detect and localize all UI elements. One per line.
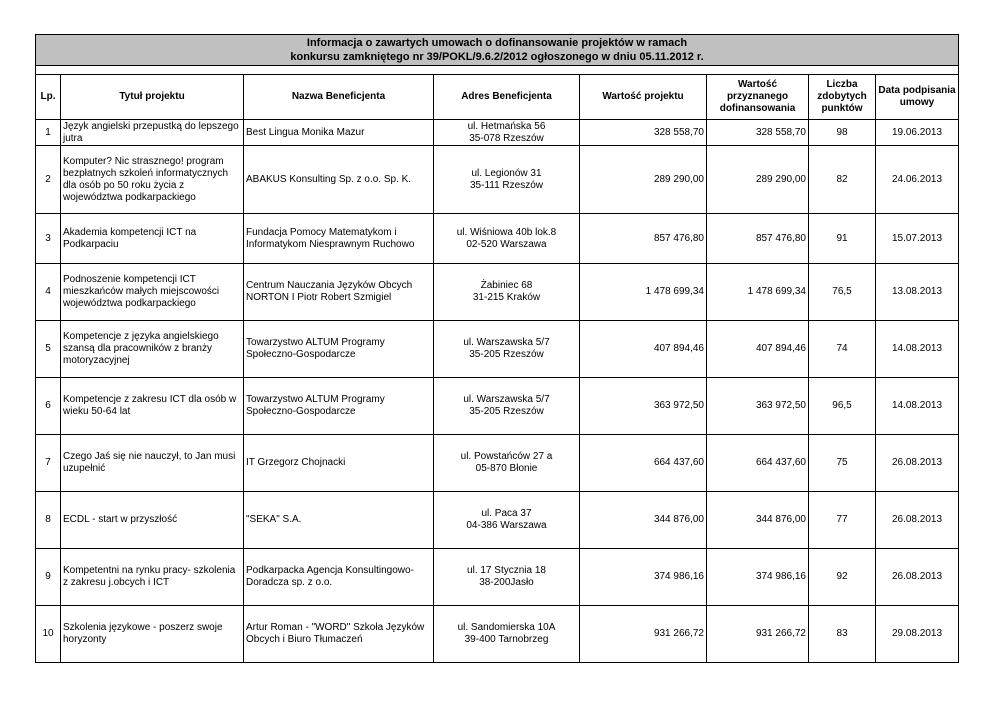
cell-lp: 1 (36, 120, 61, 146)
cell-punkty: 82 (809, 146, 876, 214)
header-adres: Adres Beneficjenta (434, 75, 580, 120)
cell-punkty: 83 (809, 606, 876, 663)
cell-punkty: 98 (809, 120, 876, 146)
cell-wartosc: 1 478 699,34 (580, 264, 707, 321)
cell-przyznana: 328 558,70 (707, 120, 809, 146)
cell-nazwa: ABAKUS Konsulting Sp. z o.o. Sp. K. (244, 146, 434, 214)
cell-przyznana: 344 876,00 (707, 492, 809, 549)
address-city: 31-215 Kraków (472, 292, 541, 303)
cell-przyznana: 664 437,60 (707, 435, 809, 492)
address-street: ul. Hetmańska 56 (467, 120, 546, 132)
cell-nazwa: Best Lingua Monika Mazur (244, 120, 434, 146)
cell-nazwa: Towarzystwo ALTUM Programy Społeczno-Gospodarcze (244, 321, 434, 378)
cell-tytul: Akademia kompetencji ICT na Podkarpaciu (61, 214, 244, 264)
cell-lp: 4 (36, 264, 61, 321)
cell-data: 26.08.2013 (876, 492, 959, 549)
cell-tytul: Język angielski przepustką do lepszego jutra (61, 120, 244, 146)
cell-data: 15.07.2013 (876, 214, 959, 264)
address-city: 04-386 Warszawa (466, 520, 547, 531)
header-row (36, 75, 959, 120)
cell-adres (434, 146, 580, 214)
header-tytul: Tytuł projektu (61, 75, 244, 120)
cell-nazwa: Towarzystwo ALTUM Programy Społeczno-Gospodarcze (244, 378, 434, 435)
cell-przyznana: 931 266,72 (707, 606, 809, 663)
header-lp: Lp. (36, 75, 61, 120)
cell-punkty: 74 (809, 321, 876, 378)
cell-data: 14.08.2013 (876, 321, 959, 378)
address-street: ul. Legionów 31 (471, 167, 542, 179)
header-punkty: Liczba zdobytych punktów (809, 75, 876, 120)
address-street: ul. Powstańców 27 a (460, 451, 553, 462)
cell-tytul: Szkolenia językowe - poszerz swoje horyzonty (61, 606, 244, 663)
cell-data: 14.08.2013 (876, 378, 959, 435)
cell-nazwa: "SEKA" S.A. (244, 492, 434, 549)
cell-lp: 2 (36, 146, 61, 214)
address-city: 02-520 Warszawa (466, 238, 547, 250)
cell-nazwa: Fundacja Pomocy Matematykom i Informatykom Niesprawnym Ruchowo (244, 214, 434, 264)
cell-adres (434, 214, 580, 264)
cell-adres (434, 549, 580, 606)
address-street: ul. Warszawska 5/7 (463, 394, 550, 405)
cell-wartosc: 931 266,72 (580, 606, 707, 663)
address-city: 38-200Jasło (479, 577, 534, 588)
cell-lp: 3 (36, 214, 61, 264)
cell-data: 26.08.2013 (876, 435, 959, 492)
address-street: ul. Paca 37 (481, 508, 532, 519)
cell-adres (434, 378, 580, 435)
address-street: ul. 17 Stycznia 18 (467, 565, 546, 576)
address-street: Żabiniec 68 (480, 280, 533, 291)
cell-data: 24.06.2013 (876, 146, 959, 214)
cell-data: 13.08.2013 (876, 264, 959, 321)
title-line-1: Informacja o zawartych umowach o dofinansowanie projektów w ramach (306, 37, 688, 49)
cell-tytul: Czego Jaś się nie nauczył, to Jan musi uzupełnić (61, 435, 244, 492)
cell-adres (434, 606, 580, 663)
contracts-table (35, 34, 959, 663)
cell-przyznana: 407 894,46 (707, 321, 809, 378)
cell-punkty: 75 (809, 435, 876, 492)
cell-wartosc: 363 972,50 (580, 378, 707, 435)
address-street: ul. Wiśniowa 40b lok.8 (456, 226, 557, 238)
cell-tytul: Podnoszenie kompetencji ICT mieszkańców małych miejscowości województwa podkarpackiego (61, 264, 244, 321)
cell-wartosc: 664 437,60 (580, 435, 707, 492)
cell-nazwa: Centrum Nauczania Języków Obcych NORTON I Piotr Robert Szmigiel (244, 264, 434, 321)
cell-data: 19.06.2013 (876, 120, 959, 146)
table-row (36, 264, 959, 321)
cell-adres (434, 321, 580, 378)
cell-punkty: 76,5 (809, 264, 876, 321)
cell-tytul: Kompetencje z języka angielskiego szansą dla pracowników z branży motoryzacyjnej (61, 321, 244, 378)
title-row (36, 35, 959, 66)
table-row (36, 492, 959, 549)
table-row (36, 549, 959, 606)
cell-przyznana: 1 478 699,34 (707, 264, 809, 321)
table-row (36, 435, 959, 492)
address-city: 35-078 Rzeszów (469, 132, 544, 144)
contracts-table-wrapper (35, 34, 958, 663)
cell-przyznana: 374 986,16 (707, 549, 809, 606)
table-row (36, 214, 959, 264)
cell-nazwa: IT Grzegorz Chojnacki (244, 435, 434, 492)
cell-przyznana: 857 476,80 (707, 214, 809, 264)
cell-tytul: ECDL - start w przyszłość (61, 492, 244, 549)
cell-tytul: Kompetentni na rynku pracy- szkolenia z zakresu j.obcych i ICT (61, 549, 244, 606)
cell-punkty: 77 (809, 492, 876, 549)
cell-lp: 7 (36, 435, 61, 492)
title-line-2: konkursu zamkniętego nr 39/POKL/9.6.2/2012 ogłoszonego w dniu 05.11.2012 r. (290, 51, 704, 63)
header-wartosc: Wartość projektu (580, 75, 707, 120)
address-city: 05-870 Błonie (475, 463, 538, 474)
spacer-row (36, 66, 959, 75)
table-row (36, 378, 959, 435)
cell-wartosc: 374 986,16 (580, 549, 707, 606)
cell-lp: 9 (36, 549, 61, 606)
address-city: 35-205 Rzeszów (469, 349, 544, 360)
cell-nazwa: Podkarpacka Agencja Konsultingowo-Doradcza sp. z o.o. (244, 549, 434, 606)
cell-tytul: Komputer? Nic strasznego! program bezpłatnych szkoleń informatycznych dla osób po 50 roku życia z województwa podkarpackiego (61, 146, 244, 214)
table-row (36, 120, 959, 146)
cell-data: 26.08.2013 (876, 549, 959, 606)
cell-adres (434, 264, 580, 321)
cell-tytul: Kompetencje z zakresu ICT dla osób w wieku 50-64 lat (61, 378, 244, 435)
cell-adres (434, 120, 580, 146)
table-body (36, 120, 959, 663)
table-title (36, 35, 959, 66)
cell-wartosc: 344 876,00 (580, 492, 707, 549)
cell-lp: 6 (36, 378, 61, 435)
address-city: 35-111 Rzeszów (470, 179, 543, 191)
header-nazwa: Nazwa Beneficjenta (244, 75, 434, 120)
cell-wartosc: 407 894,46 (580, 321, 707, 378)
address-city: 35-205 Rzeszów (469, 406, 544, 417)
cell-przyznana: 289 290,00 (707, 146, 809, 214)
address-city: 39-400 Tarnobrzeg (464, 634, 549, 645)
cell-przyznana: 363 972,50 (707, 378, 809, 435)
table-row (36, 321, 959, 378)
cell-adres (434, 492, 580, 549)
address-street: ul. Sandomierska 10A (457, 622, 556, 633)
cell-lp: 8 (36, 492, 61, 549)
cell-nazwa: Artur Roman - "WORD" Szkoła Języków Obcych i Biuro Tłumaczeń (244, 606, 434, 663)
address-street: ul. Warszawska 5/7 (463, 337, 550, 348)
cell-punkty: 92 (809, 549, 876, 606)
cell-lp: 10 (36, 606, 61, 663)
cell-data: 29.08.2013 (876, 606, 959, 663)
cell-adres (434, 435, 580, 492)
cell-wartosc: 289 290,00 (580, 146, 707, 214)
cell-punkty: 96,5 (809, 378, 876, 435)
cell-wartosc: 857 476,80 (580, 214, 707, 264)
table-row (36, 606, 959, 663)
cell-punkty: 91 (809, 214, 876, 264)
header-data: Data podpisania umowy (876, 75, 959, 120)
header-przyznana: Wartość przyznanego dofinansowania (707, 75, 809, 120)
table-row (36, 146, 959, 214)
cell-lp: 5 (36, 321, 61, 378)
cell-wartosc: 328 558,70 (580, 120, 707, 146)
